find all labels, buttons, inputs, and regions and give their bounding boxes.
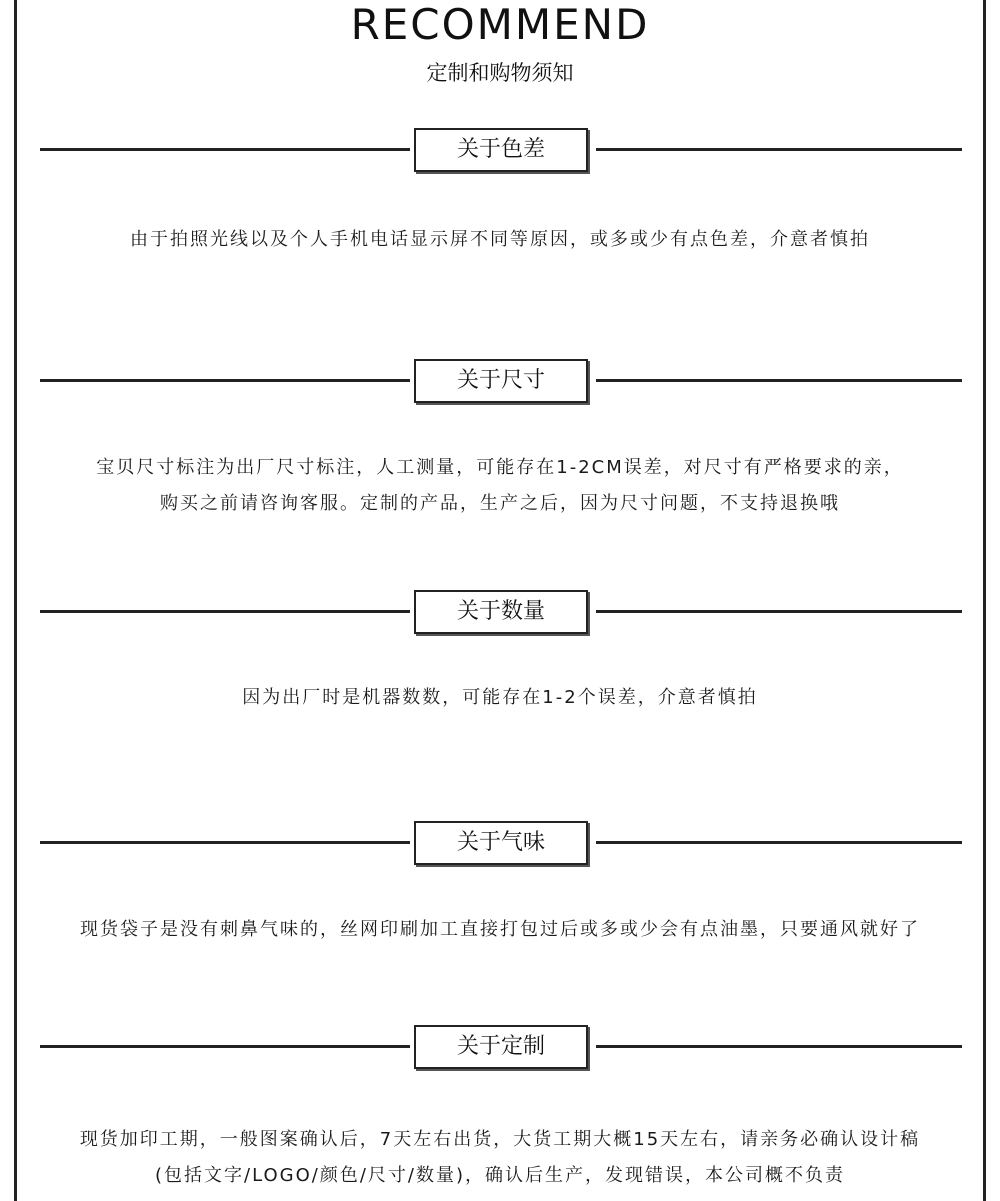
section-heading-odor: 关于气味 [414, 821, 588, 865]
divider-line-left [40, 1045, 410, 1048]
section-body-quantity [30, 680, 970, 716]
divider-line-right [596, 379, 962, 382]
section-text-line: (包括文字/LOGO/颜色/尺寸/数量)，确认后生产，发现错误，本公司概不负责 [155, 1165, 845, 1186]
section-heading-color: 关于色差 [414, 128, 588, 172]
section-text-line: 现货加印工期，一般图案确认后，7天左右出货，大货工期大概15天左右，请亲务必确认设计稿 [79, 1129, 921, 1150]
section-body-odor [30, 912, 970, 948]
divider-line-left [40, 841, 410, 844]
section-text-line: 由于拍照光线以及个人手机电话显示屏不同等原因，或多或少有点色差，介意者慎拍 [130, 229, 870, 250]
divider-line-right [596, 610, 962, 613]
section-header-odor [0, 821, 1000, 865]
page-subtitle: 定制和购物须知 [426, 61, 574, 85]
divider-line-right [596, 148, 962, 151]
divider-line-left [40, 379, 410, 382]
section-header-color [0, 128, 1000, 172]
section-header-custom [0, 1025, 1000, 1069]
section-body-custom [30, 1122, 970, 1194]
divider-line-left [40, 148, 410, 151]
divider-line-left [40, 610, 410, 613]
section-body-size [30, 450, 970, 522]
section-header-quantity [0, 590, 1000, 634]
section-header-size [0, 359, 1000, 403]
section-text-line: 因为出厂时是机器数数，可能存在1-2个误差，介意者慎拍 [242, 687, 758, 708]
page-title: RECOMMEND [350, 0, 650, 49]
section-body-color [30, 222, 970, 258]
divider-line-right [596, 1045, 962, 1048]
section-heading-quantity: 关于数量 [414, 590, 588, 634]
section-text-line: 现货袋子是没有刺鼻气味的，丝网印刷加工直接打包过后或多或少会有点油墨，只要通风就好了 [80, 919, 920, 940]
section-heading-size: 关于尺寸 [414, 359, 588, 403]
divider-line-right [596, 841, 962, 844]
section-text-line: 宝贝尺寸标注为出厂尺寸标注，人工测量，可能存在1-2CM误差，对尺寸有严格要求的亲， [96, 457, 904, 478]
section-text-line: 购买之前请咨询客服。定制的产品，生产之后，因为尺寸问题，不支持退换哦 [160, 493, 840, 514]
section-heading-custom: 关于定制 [414, 1025, 588, 1069]
